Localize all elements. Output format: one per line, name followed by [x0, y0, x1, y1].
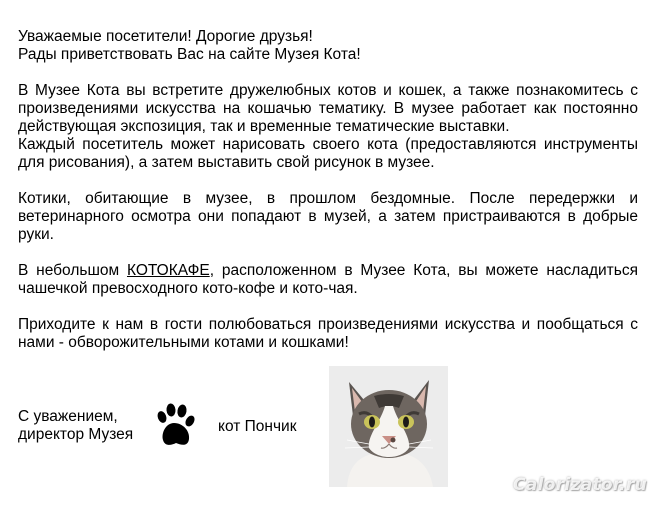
signature-line-2: директор Музея [18, 426, 134, 443]
signature [18, 408, 133, 444]
paw-icon [154, 403, 196, 449]
watermark: Calorizator.ru [513, 475, 647, 495]
cafe-text-after: , расположенном в Музее Кота, вы можете насладиться чашечкой превосходного кото-кофе и кото-чая. [18, 262, 638, 297]
greeting-line-1: Уважаемые посетители! Дорогие друзья! [18, 28, 313, 45]
signature-line-1: С уважением, [18, 408, 118, 425]
cafe-text-before: В небольшом [18, 262, 127, 279]
intro-text: В Музее Кота вы встретите дружелюбных котов и кошек, а также познакомитесь с произведениями искусства на кошачью тематику. В музее работает как постоянно действующая экспозиция, так и временные тематические выставки. [18, 82, 638, 135]
cat-photo [329, 366, 448, 487]
intro-paragraph [18, 82, 638, 172]
cat-name: кот Пончик [218, 418, 297, 435]
greeting [18, 28, 638, 64]
invite-paragraph: Приходите к нам в гости полюбоваться произведениями искусства и пообщаться с нами - обворожительными котами и кошками! [18, 316, 638, 351]
main-content [18, 28, 638, 370]
drawing-text: Каждый посетитель может нарисовать своего кота (предоставляются инструменты для рисования), а затем выставить свой рисунок в музее. [18, 136, 638, 171]
kotokafe-link[interactable]: КОТОКАФЕ [126, 262, 210, 279]
cafe-paragraph [18, 262, 638, 298]
greeting-line-2: Рады приветствовать Вас на сайте Музея Кота! [18, 46, 361, 63]
cats-paragraph: Котики, обитающие в музее, в прошлом бездомные. После передержки и ветеринарного осмотра они попадают в музей, а затем пристраиваются в добрые руки. [18, 190, 638, 243]
